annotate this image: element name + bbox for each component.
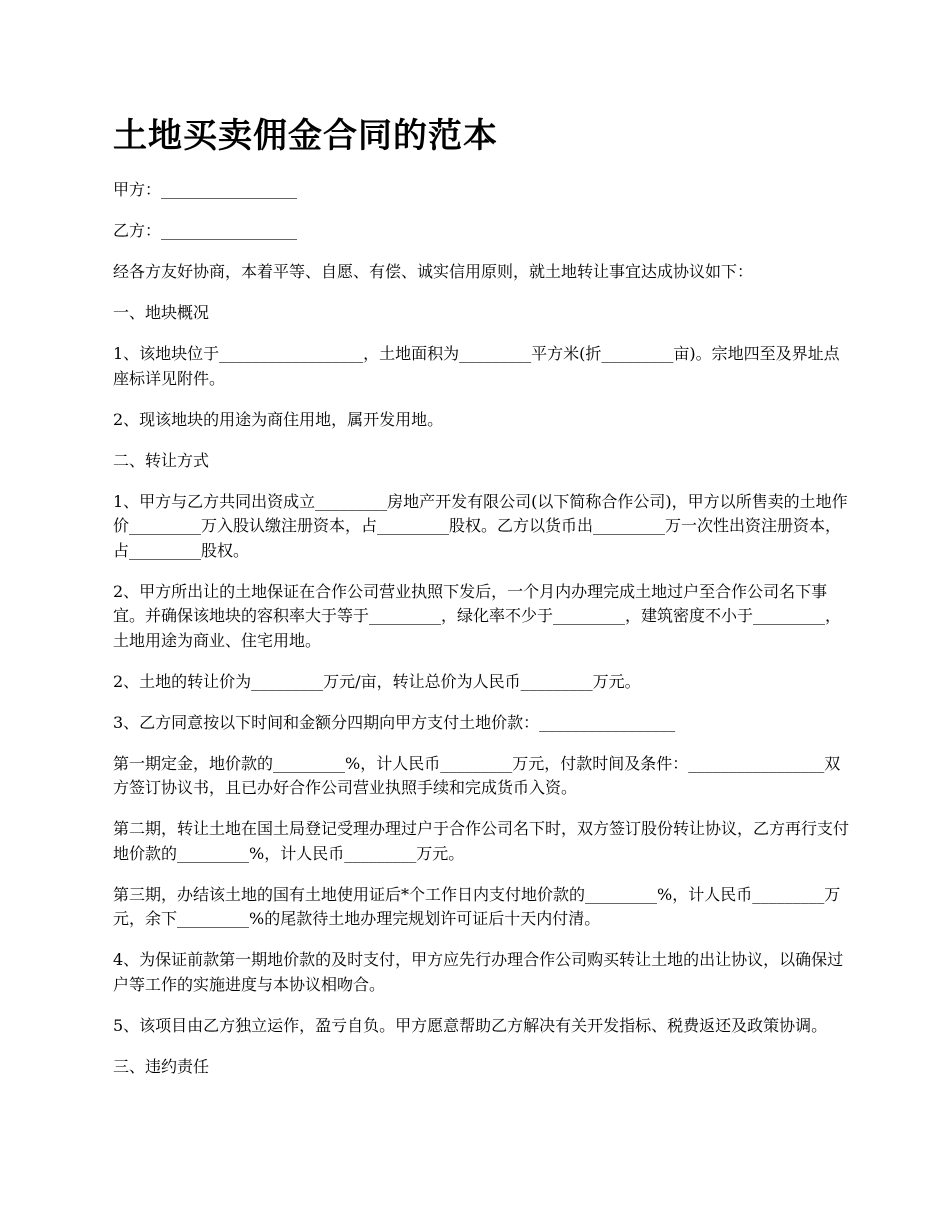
clause-paragraph: 3、乙方同意按以下时间和金额分四期向甲方支付土地价款：_________________ xyxy=(113,712,676,732)
clause-paragraph: 2、甲方所出让的土地保证在合作公司营业执照下发后，一个月内办理完成土地过户至合作公司名下事宜。并确保该地块的容积率大于等于_________，绿化率不少于_________，建筑密度不小于_________，土地用途为商业、住宅用地。 xyxy=(113,581,842,650)
clause-paragraph: 1、甲方与乙方共同出资成立_________房地产开发有限公司(以下简称合作公司)，甲方以所售卖的土地作价_________万入股认缴注册资本，占_________股权。乙方以货币出_________万一次性出资注册资本，占_________股权。 xyxy=(113,491,848,560)
payment-phase-paragraph: 第二期，转让土地在国土局登记受理办理过户于合作公司名下时，双方签订股份转让协议，乙方再行支付地价款的_________%，计人民币_________万元。 xyxy=(113,819,850,863)
section-heading: 一、地块概况 xyxy=(113,303,210,322)
payment-phase-paragraph: 第一期定金，地价款的_________%，计人民币_________万元，付款时间及条件：_________________双方签订协议书，且已办好合作公司营业执照手续和完成货币入资。 xyxy=(113,753,841,797)
clause-paragraph: 1、该地块位于__________________，土地面积为_________平方米(折_________亩)。宗地四至及界址点座标详见附件。 xyxy=(113,344,840,388)
clause-paragraph: 4、为保证前款第一期地价款的及时支付，甲方应先行办理合作公司购买转让土地的出让协议，以确保过户等工作的实施进度与本协议相吻合。 xyxy=(113,950,844,994)
party-a-line: 甲方：_________________ xyxy=(113,180,298,199)
section-heading: 二、转让方式 xyxy=(113,450,210,470)
clause-paragraph: 5、该项目由乙方独立运作，盈亏自负。甲方愿意帮助乙方解决有关开发指标、税费返还及政策协调。 xyxy=(113,1015,828,1035)
clause-paragraph: 2、土地的转让价为_________万元/亩，转让总价为人民币_________万元。 xyxy=(113,671,641,691)
preamble-paragraph: 经各方友好协商，本着平等、自愿、有偿、诚实信用原则，就土地转让事宜达成协议如下： xyxy=(113,262,754,281)
document-body xyxy=(113,178,853,1096)
clause-paragraph: 2、现该地块的用途为商住用地，属开发用地。 xyxy=(113,409,444,429)
section-heading: 三、违约责任 xyxy=(113,1056,210,1076)
payment-phase-paragraph: 第三期，办结该土地的国有土地使用证后*个工作日内支付地价款的_________%，计人民币_________万元，余下_________%的尾款待土地办理完规划许可证后十天内付清。 xyxy=(113,884,841,928)
document-title: 土地买卖佣金合同的范本 xyxy=(113,116,498,156)
party-b-line: 乙方：_________________ xyxy=(113,221,298,240)
